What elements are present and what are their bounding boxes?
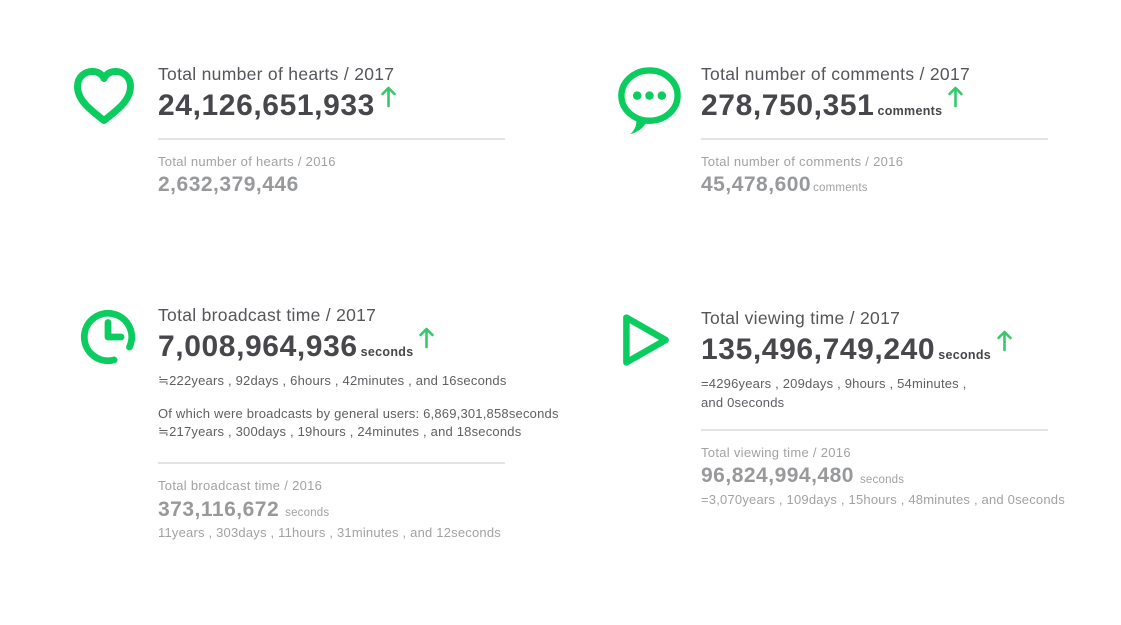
divider (158, 138, 505, 140)
speech-bubble-icon (613, 64, 701, 140)
viewing-approx-line2: and 0seconds (701, 394, 785, 410)
viewing-prev-unit: seconds (859, 473, 905, 486)
arrow-up-icon (380, 85, 397, 108)
broadcast-prev-approx: 11years , 303days , 11hours , 31minutes , and 12seconds (158, 524, 501, 540)
hearts-stat-card (70, 64, 510, 196)
broadcast-value-row (158, 331, 598, 363)
play-icon (613, 308, 701, 371)
viewing-value-row (701, 334, 1053, 366)
comments-value: 278,750,351 (701, 89, 875, 122)
comments-stat-card (613, 64, 1053, 196)
arrow-up-icon (996, 329, 1013, 352)
broadcast-prev-unit: seconds (285, 506, 330, 519)
divider (701, 429, 1048, 431)
broadcast-note (158, 405, 598, 441)
broadcast-previous-year (158, 478, 598, 542)
viewing-prev-value: 96,824,994,480 (701, 464, 854, 488)
hearts-prev-label: Total number of hearts / 2016 (158, 153, 336, 169)
hearts-previous-year (158, 154, 510, 197)
viewing-value: 135,496,749,240 (701, 333, 936, 366)
viewing-title: Total viewing time / 2017 (701, 308, 901, 328)
viewing-prev-label: Total viewing time / 2016 (701, 444, 851, 460)
comments-unit: comments (877, 103, 943, 118)
broadcast-note-line1: Of which were broadcasts by general users: 6,869,301,858seconds (158, 405, 559, 421)
broadcast-prev-value: 373,116,672 (158, 497, 280, 521)
viewing-unit: seconds (938, 347, 992, 362)
viewing-prev-approx: =3,070years , 109days , 15hours , 48minutes , and 0seconds (701, 491, 1065, 507)
heart-icon (70, 64, 158, 128)
hearts-prev-value: 2,632,379,446 (158, 173, 299, 197)
comments-value-row (701, 90, 1053, 122)
divider (158, 462, 505, 464)
comments-title: Total number of comments / 2017 (701, 64, 971, 84)
broadcast-note-line2: ≒217years , 300days , 19hours , 24minutes , and 18seconds (158, 423, 522, 439)
viewing-stat-card (613, 308, 1065, 509)
broadcast-value: 7,008,964,936 (158, 330, 358, 363)
hearts-value: 24,126,651,933 (158, 89, 375, 122)
comments-prev-value: 45,478,600 (701, 173, 812, 197)
broadcast-stat-card (70, 305, 598, 542)
viewing-previous-year (701, 444, 1065, 509)
comments-prev-label: Total number of comments / 2016 (701, 153, 904, 169)
broadcast-title: Total broadcast time / 2017 (158, 305, 377, 325)
comments-previous-year (701, 154, 1053, 197)
comments-prev-unit: comments (813, 182, 868, 195)
arrow-up-icon (947, 85, 964, 108)
hearts-title: Total number of hearts / 2017 (158, 64, 395, 84)
broadcast-prev-label: Total broadcast time / 2016 (158, 478, 323, 494)
clock-icon (70, 305, 158, 367)
broadcast-unit: seconds (360, 344, 414, 359)
divider (701, 138, 1048, 140)
arrow-up-icon (418, 326, 435, 349)
broadcast-approx: ≒222years , 92days , 6hours , 42minutes , and 16seconds (158, 372, 507, 388)
viewing-approx-line1: =4296years , 209days , 9hours , 54minutes , (701, 375, 967, 391)
hearts-value-row (158, 90, 510, 122)
